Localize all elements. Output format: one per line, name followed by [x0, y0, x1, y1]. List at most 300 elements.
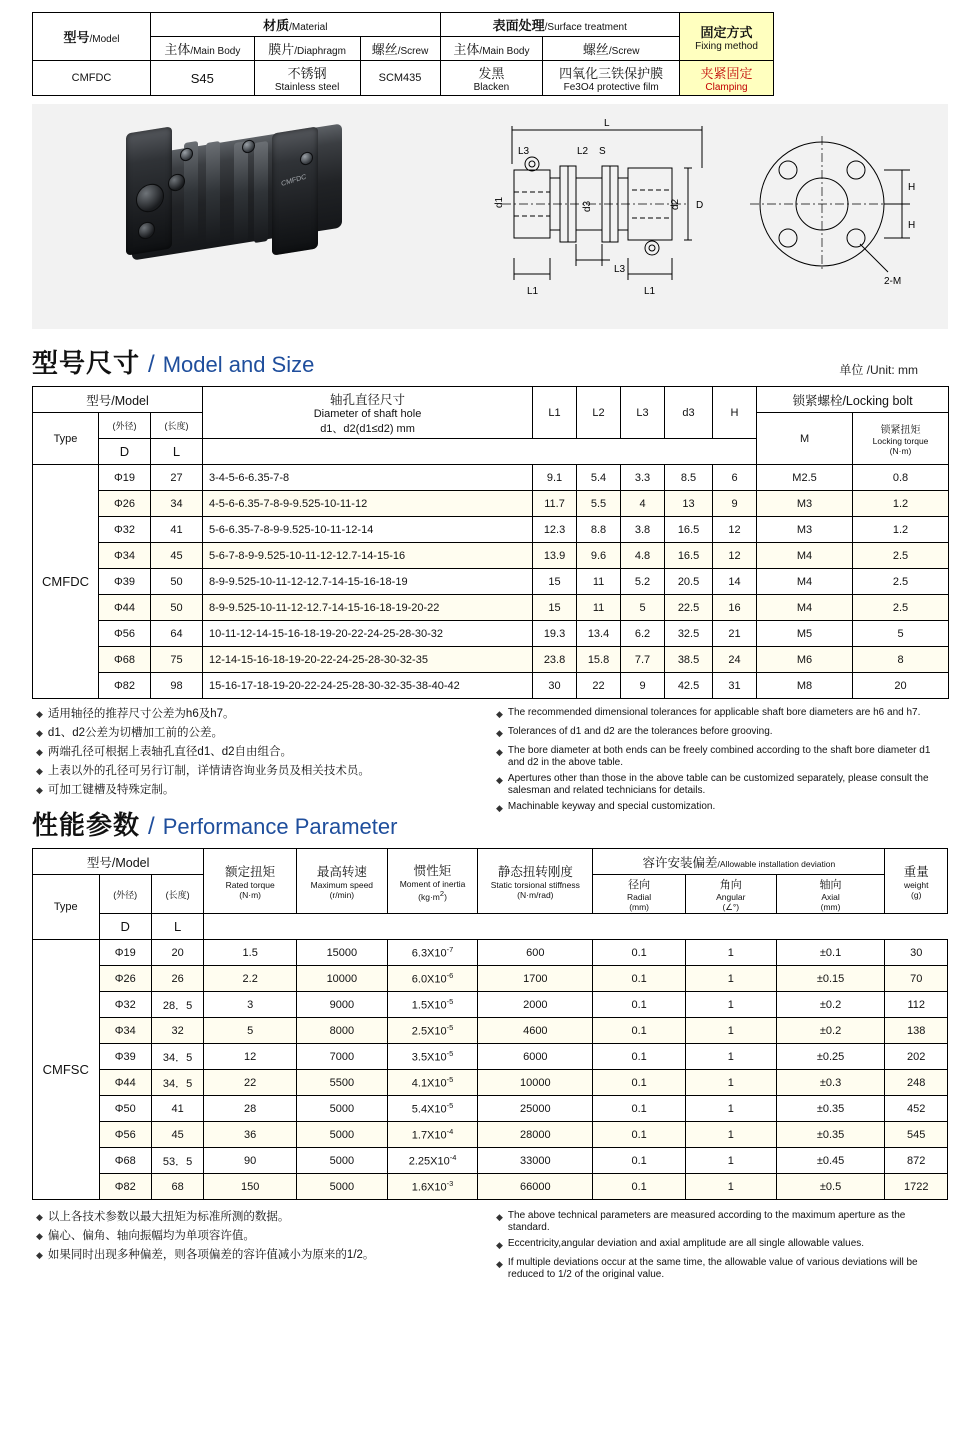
header-material [151, 13, 441, 37]
photo-diaphragm-3 [234, 141, 248, 243]
perf-header-weight-cn: 重量 [903, 865, 929, 879]
perf-cell-radial: 0.1 [593, 992, 686, 1018]
size-cell-d3: 8.5 [665, 465, 713, 491]
size-cell-m: M2.5 [757, 465, 853, 491]
size-cell-h: 16 [713, 595, 757, 621]
perf-cell-speed: 5000 [297, 1148, 388, 1174]
cell-surface-main-cn: 发黑 [478, 66, 505, 81]
perf-header-angular-cn: 角向 [719, 879, 742, 891]
perf-header-rated [204, 849, 297, 914]
size-cell-l3: 7.7 [621, 647, 665, 673]
table-row [33, 465, 949, 491]
perf-header-angular [685, 875, 776, 914]
svg-text:L3: L3 [614, 264, 626, 275]
perf-header-inertia-unit-end: ) [444, 891, 447, 902]
perf-header-deviation [593, 849, 885, 875]
size-cell-l: 34 [151, 491, 203, 517]
perf-header-speed-cn: 最高转速 [316, 865, 367, 879]
perf-cell-axial: ±0.3 [776, 1070, 885, 1096]
svg-text:S: S [599, 146, 606, 157]
size-cell-l: 50 [151, 595, 203, 621]
perf-cell-l: 68 [151, 1174, 203, 1200]
perf-cell-inertia-mantissa: 4.1X10 [411, 1077, 447, 1090]
perf-header-d: D [99, 914, 151, 940]
note-text: 偏心、偏角、轴向振幅均为单项容许值。 [47, 1230, 255, 1242]
perf-cell-inertia-exp: -5 [446, 1101, 454, 1111]
table-row [33, 914, 948, 940]
header-surface-cn: 表面处理 [492, 18, 545, 33]
size-cell-l2: 15.8 [577, 647, 621, 673]
perf-cell-angular: 1 [685, 1096, 776, 1122]
size-cell-torque: 2.5 [853, 543, 949, 569]
perf-cell-stiffness: 28000 [478, 1122, 593, 1148]
perf-header-angular-unit: (∠°) [722, 902, 740, 912]
size-type-value: CMFDC [33, 465, 99, 699]
perf-cell-axial: ±0.35 [776, 1122, 885, 1148]
size-cell-bore: 4-5-6-6.35-7-8-9-9.525-10-11-12 [203, 491, 533, 517]
size-cell-l2: 5.5 [577, 491, 621, 517]
header-diaphragm [254, 37, 360, 61]
perf-cell-inertia-exp: -4 [449, 1153, 457, 1163]
size-cell-d3: 32.5 [665, 621, 713, 647]
cell-fixing-en: Clamping [705, 82, 748, 93]
note-text: The bore diameter at both ends can be freely combined according to the shaft bore diameter d1 and d2 in the above table. [507, 745, 931, 768]
size-cell-l3: 5.2 [621, 569, 665, 595]
list-item [36, 1210, 484, 1225]
perf-header-radial-en: Radial [627, 892, 652, 902]
size-cell-d3: 20.5 [665, 569, 713, 595]
perf-header-stiffness [478, 849, 593, 914]
section2-slash: / [148, 813, 155, 840]
size-cell-m: M3 [757, 491, 853, 517]
perf-cell-weight: 30 [885, 940, 948, 966]
size-cell-m: M4 [757, 543, 853, 569]
perf-cell-angular: 1 [685, 940, 776, 966]
size-cell-d: Φ82 [99, 673, 151, 699]
perf-header-deviation-en: /Allowable installation deviation [717, 858, 836, 869]
bullet-icon: ◆ [496, 709, 503, 719]
header-main-body [151, 37, 255, 61]
size-cell-d3: 42.5 [665, 673, 713, 699]
svg-text:2-M: 2-M [884, 276, 902, 287]
size-cell-h: 14 [713, 569, 757, 595]
perf-cell-stiffness: 600 [478, 940, 593, 966]
notes2-cn-column [36, 1210, 496, 1285]
size-cell-l3: 5 [621, 595, 665, 621]
size-cell-d: Φ39 [99, 569, 151, 595]
perf-cell-rated: 5 [204, 1018, 297, 1044]
size-cell-l2: 13.4 [577, 621, 621, 647]
size-cell-m: M4 [757, 569, 853, 595]
header-fixing [680, 13, 774, 61]
perf-cell-rated: 3 [204, 992, 297, 1018]
bullet-icon: ◆ [496, 803, 503, 813]
perf-cell-stiffness: 1700 [478, 966, 593, 992]
size-cell-m: M6 [757, 647, 853, 673]
svg-text:D: D [696, 200, 704, 211]
cell-screw: SCM435 [360, 61, 440, 96]
perf-cell-inertia-mantissa: 1.7X10 [411, 1129, 447, 1142]
bullet-icon: ◆ [496, 775, 503, 785]
perf-cell-radial: 0.1 [593, 1148, 686, 1174]
size-cell-h: 12 [713, 543, 757, 569]
perf-header-speed-unit: (r/min) [329, 890, 355, 900]
svg-text:L1: L1 [527, 286, 539, 297]
bullet-icon: ◆ [36, 747, 43, 757]
bullet-icon: ◆ [496, 1259, 503, 1269]
svg-text:d2: d2 [670, 198, 681, 210]
table-row [33, 13, 774, 37]
perf-header-model [33, 849, 204, 875]
size-cell-h: 21 [713, 621, 757, 647]
perf-header-rated-unit: (N·m) [239, 890, 262, 900]
perf-cell-speed: 5500 [297, 1070, 388, 1096]
table-row [33, 1070, 948, 1096]
perf-cell-d: Φ44 [99, 1070, 151, 1096]
bullet-icon: ◆ [36, 766, 43, 776]
front-view-drawing [732, 132, 932, 302]
header-main-body-en: /Main Body [190, 46, 241, 57]
perf-cell-rated: 36 [204, 1122, 297, 1148]
size-cell-l2: 8.8 [577, 517, 621, 543]
list-item [36, 783, 484, 798]
cell-model-value: CMFDC [33, 61, 151, 96]
perf-header-inertia-unit-base: (kg·m [418, 891, 440, 902]
size-header-type: Type [33, 413, 99, 465]
perf-header-weight-en: weight [903, 880, 929, 890]
perf-header-type: Type [33, 875, 100, 940]
header-screw-cn: 螺丝 [371, 42, 398, 57]
note-text: Apertures other than those in the above table can be customized separately, please consult the salesman and related technicians for details. [507, 773, 929, 796]
size-cell-h: 9 [713, 491, 757, 517]
perf-cell-d: Φ26 [99, 966, 151, 992]
perf-cell-inertia-mantissa: 1.5X10 [411, 999, 447, 1012]
header-surface [440, 13, 679, 37]
size-header-model-text: 型号/Model [86, 393, 149, 408]
perf-cell-l: 34．5 [151, 1070, 203, 1096]
size-cell-l1: 15 [533, 595, 577, 621]
perf-cell-radial: 0.1 [593, 1044, 686, 1070]
svg-text:d3: d3 [582, 200, 593, 212]
perf-header-inertia [387, 849, 478, 914]
size-table [32, 386, 949, 699]
size-cell-l2: 11 [577, 569, 621, 595]
size-header-l: L [151, 439, 203, 465]
perf-cell-inertia [387, 1174, 478, 1200]
bullet-icon: ◆ [496, 747, 503, 757]
perf-cell-weight: 1722 [885, 1174, 948, 1200]
perf-type-value: CMFSC [33, 940, 100, 1200]
size-header-l-sub [151, 413, 203, 439]
size-header-l3: L3 [621, 387, 665, 439]
svg-text:L1: L1 [644, 286, 656, 297]
perf-cell-rated: 12 [204, 1044, 297, 1070]
size-header-d: D [99, 439, 151, 465]
size-cell-l3: 3.8 [621, 517, 665, 543]
size-cell-bore: 5-6-6.35-7-8-9-9.525-10-11-12-14 [203, 517, 533, 543]
notes-performance [36, 1210, 956, 1285]
cell-fixing-cn: 夹紧固定 [700, 66, 753, 81]
perf-cell-rated: 150 [204, 1174, 297, 1200]
size-cell-torque: 2.5 [853, 595, 949, 621]
perf-cell-stiffness: 2000 [478, 992, 593, 1018]
perf-header-axial-unit: (mm) [820, 902, 841, 912]
perf-cell-angular: 1 [685, 966, 776, 992]
cell-surface-screw [543, 61, 680, 96]
section-heading-model-size [32, 343, 932, 380]
bullet-icon: ◆ [36, 709, 43, 719]
list-item [36, 1248, 484, 1263]
perf-cell-speed: 8000 [297, 1018, 388, 1044]
section1-title-cn: 型号尺寸 [32, 348, 141, 378]
cell-main-body: S45 [151, 61, 255, 96]
svg-text:d1: d1 [494, 196, 505, 208]
table-row [33, 543, 949, 569]
material-table-wrap [18, 0, 932, 96]
perf-cell-stiffness: 66000 [478, 1174, 593, 1200]
cell-diaphragm-en: Stainless steel [274, 82, 340, 93]
perf-cell-inertia [387, 992, 478, 1018]
header-surface-en: /Surface treatment [544, 22, 627, 33]
svg-text:H: H [908, 182, 916, 193]
illustration-band [32, 104, 948, 329]
perf-cell-axial: ±0.35 [776, 1096, 885, 1122]
header-surface-main-en: /Main Body [479, 46, 530, 57]
list-item [36, 707, 484, 722]
perf-cell-inertia [387, 1096, 478, 1122]
size-cell-l3: 4.8 [621, 543, 665, 569]
header-model-en: /Model [89, 34, 120, 45]
size-cell-l2: 5.4 [577, 465, 621, 491]
bullet-icon: ◆ [36, 1212, 43, 1222]
cell-surface-main-en: Blacken [473, 82, 510, 93]
list-item [496, 1257, 944, 1281]
size-cell-d3: 22.5 [665, 595, 713, 621]
size-cell-l1: 19.3 [533, 621, 577, 647]
perf-cell-l: 32 [151, 1018, 203, 1044]
table-row [33, 569, 949, 595]
perf-cell-stiffness: 6000 [478, 1044, 593, 1070]
size-cell-d3: 16.5 [665, 543, 713, 569]
note-text: 以上各技术参数以最大扭矩为标准所测的数据。 [47, 1211, 290, 1223]
perf-cell-l: 28．5 [151, 992, 203, 1018]
bullet-icon: ◆ [496, 728, 503, 738]
perf-cell-inertia-exp: -6 [446, 971, 454, 981]
section-heading-performance [32, 805, 932, 842]
perf-cell-stiffness: 33000 [478, 1148, 593, 1174]
list-item [36, 1229, 484, 1244]
header-surface-screw-cn: 螺丝 [582, 42, 609, 57]
size-cell-torque: 0.8 [853, 465, 949, 491]
header-model [33, 13, 151, 61]
perf-cell-l: 20 [151, 940, 203, 966]
size-cell-bore: 5-6-7-8-9-9.525-10-11-12-12.7-14-15-16 [203, 543, 533, 569]
performance-table [32, 848, 948, 1200]
size-cell-d: Φ32 [99, 517, 151, 543]
bullet-icon: ◆ [36, 1231, 43, 1241]
size-cell-l3: 3.3 [621, 465, 665, 491]
product-photo [122, 112, 352, 272]
size-header-d3: d3 [665, 387, 713, 439]
perf-cell-angular: 1 [685, 1174, 776, 1200]
size-header-bolt-text: 锁紧螺栓/Locking bolt [792, 393, 913, 408]
perf-cell-inertia [387, 1122, 478, 1148]
notes-model-size [36, 707, 956, 813]
perf-cell-rated: 1.5 [204, 940, 297, 966]
perf-cell-axial: ±0.25 [776, 1044, 885, 1070]
size-header-torque [853, 413, 949, 465]
perf-cell-weight: 545 [885, 1122, 948, 1148]
note-text: 两端孔径可根据上表轴孔直径d1、d2自由组合。 [47, 746, 293, 758]
size-cell-torque: 1.2 [853, 517, 949, 543]
perf-cell-speed: 5000 [297, 1174, 388, 1200]
cell-surface-main [440, 61, 543, 96]
perf-header-stiffness-unit: (N·m/rad) [517, 890, 554, 900]
size-cell-l: 27 [151, 465, 203, 491]
perf-header-l-sub [151, 875, 203, 914]
perf-cell-stiffness: 10000 [478, 1070, 593, 1096]
size-cell-torque: 1.2 [853, 491, 949, 517]
section2-title-en: Performance Parameter [162, 814, 398, 839]
perf-cell-inertia [387, 1148, 478, 1174]
perf-cell-inertia-mantissa: 6.3X10 [411, 947, 447, 960]
note-text: 可加工键槽及特殊定制。 [47, 784, 175, 796]
header-surface-screw [543, 37, 680, 61]
perf-cell-angular: 1 [685, 1148, 776, 1174]
perf-header-inertia-en: Moment of inertia [399, 878, 466, 889]
perf-cell-inertia [387, 966, 478, 992]
size-cell-l1: 23.8 [533, 647, 577, 673]
unit-label: 单位 /Unit: mm [839, 363, 918, 377]
size-cell-d: Φ19 [99, 465, 151, 491]
cell-surface-screw-cn: 四氧化三铁保护膜 [559, 66, 664, 81]
perf-cell-d: Φ56 [99, 1122, 151, 1148]
perf-header-radial [593, 875, 686, 914]
perf-header-d-sub-text: (外径) [113, 889, 138, 900]
header-screw-en: /Screw [397, 46, 429, 57]
bullet-icon: ◆ [496, 1240, 503, 1250]
size-header-torque-cn: 锁紧扭矩 [880, 425, 921, 436]
perf-cell-d: Φ50 [99, 1096, 151, 1122]
svg-text:L2: L2 [577, 146, 589, 157]
size-cell-h: 24 [713, 647, 757, 673]
table-row [33, 1018, 948, 1044]
perf-cell-l: 26 [151, 966, 203, 992]
size-cell-l1: 30 [533, 673, 577, 699]
size-header-bore-cn: 轴孔直径尺寸 [330, 392, 406, 407]
size-cell-l: 98 [151, 673, 203, 699]
header-surface-main [440, 37, 543, 61]
side-view-drawing [472, 108, 722, 308]
bullet-icon: ◆ [36, 1250, 43, 1260]
perf-cell-speed: 5000 [297, 1096, 388, 1122]
perf-cell-radial: 0.1 [593, 1174, 686, 1200]
perf-cell-speed: 10000 [297, 966, 388, 992]
header-diaphragm-en: /Diaphragm [294, 46, 346, 57]
perf-cell-weight: 138 [885, 1018, 948, 1044]
header-surface-main-cn: 主体 [453, 42, 480, 57]
perf-cell-inertia-exp: -7 [446, 945, 454, 955]
size-cell-bore: 12-14-15-16-18-19-20-22-24-25-28-30-32-35 [203, 647, 533, 673]
perf-cell-rated: 28 [204, 1096, 297, 1122]
size-header-d-sub [99, 413, 151, 439]
size-header-torque-en: Locking torque [872, 436, 929, 446]
perf-cell-weight: 452 [885, 1096, 948, 1122]
perf-cell-axial: ±0.2 [776, 1018, 885, 1044]
perf-cell-angular: 1 [685, 1070, 776, 1096]
size-cell-torque: 5 [853, 621, 949, 647]
perf-cell-inertia-mantissa: 5.4X10 [411, 1103, 447, 1116]
bullet-icon: ◆ [36, 728, 43, 738]
size-cell-m: M8 [757, 673, 853, 699]
photo-diaphragm-2 [206, 141, 220, 243]
perf-cell-axial: ±0.1 [776, 940, 885, 966]
list-item [36, 726, 484, 741]
size-cell-l: 64 [151, 621, 203, 647]
perf-cell-inertia-mantissa: 2.5X10 [411, 1025, 447, 1038]
header-screw [360, 37, 440, 61]
notes-en-column [496, 707, 956, 813]
note-text: The recommended dimensional tolerances for applicable shaft bore diameters are h6 and h7. [507, 707, 921, 718]
size-cell-d: Φ26 [99, 491, 151, 517]
perf-cell-inertia-mantissa: 1.6X10 [411, 1181, 447, 1194]
perf-cell-speed: 5000 [297, 1122, 388, 1148]
size-cell-h: 6 [713, 465, 757, 491]
size-header-bore-en: Diameter of shaft hole [313, 407, 422, 420]
size-cell-l: 50 [151, 569, 203, 595]
perf-cell-d: Φ39 [99, 1044, 151, 1070]
size-cell-l2: 9.6 [577, 543, 621, 569]
perf-header-rated-en: Rated torque [225, 880, 275, 890]
perf-cell-radial: 0.1 [593, 966, 686, 992]
header-fixing-en: Fixing method [695, 40, 758, 52]
table-row [33, 491, 949, 517]
perf-cell-radial: 0.1 [593, 1122, 686, 1148]
header-material-en: /Material [289, 22, 328, 33]
perf-cell-angular: 1 [685, 992, 776, 1018]
perf-cell-weight: 112 [885, 992, 948, 1018]
list-item [496, 745, 944, 769]
size-cell-torque: 20 [853, 673, 949, 699]
header-main-body-cn: 主体 [164, 42, 191, 57]
perf-cell-inertia-exp: -5 [446, 1023, 454, 1033]
size-cell-bore: 15-16-17-18-19-20-22-24-25-28-30-32-35-38-40-42 [203, 673, 533, 699]
size-cell-m: M5 [757, 621, 853, 647]
size-cell-h: 31 [713, 673, 757, 699]
size-header-bore [203, 387, 533, 439]
perf-cell-weight: 70 [885, 966, 948, 992]
list-item [496, 1210, 944, 1234]
table-row [33, 1174, 948, 1200]
table-row [33, 61, 774, 96]
perf-cell-rated: 90 [204, 1148, 297, 1174]
section1-title-en: Model and Size [162, 352, 315, 377]
list-item [496, 726, 944, 741]
perf-header-axial-en: Axial [821, 892, 840, 902]
size-cell-d3: 16.5 [665, 517, 713, 543]
note-text: Machinable keyway and special customization. [507, 801, 716, 812]
size-cell-l3: 4 [621, 491, 665, 517]
size-cell-bore: 3-4-5-6-6.35-7-8 [203, 465, 533, 491]
size-header-m: M [757, 413, 853, 465]
perf-cell-inertia [387, 1070, 478, 1096]
note-text: 如果同时出现多种偏差，则各项偏差的容许值减小为原来的1/2。 [47, 1249, 375, 1261]
perf-cell-inertia-mantissa: 3.5X10 [411, 1051, 447, 1064]
table-row [33, 966, 948, 992]
size-cell-d3: 13 [665, 491, 713, 517]
perf-header-inertia-unit [390, 889, 476, 902]
list-item [36, 764, 484, 779]
